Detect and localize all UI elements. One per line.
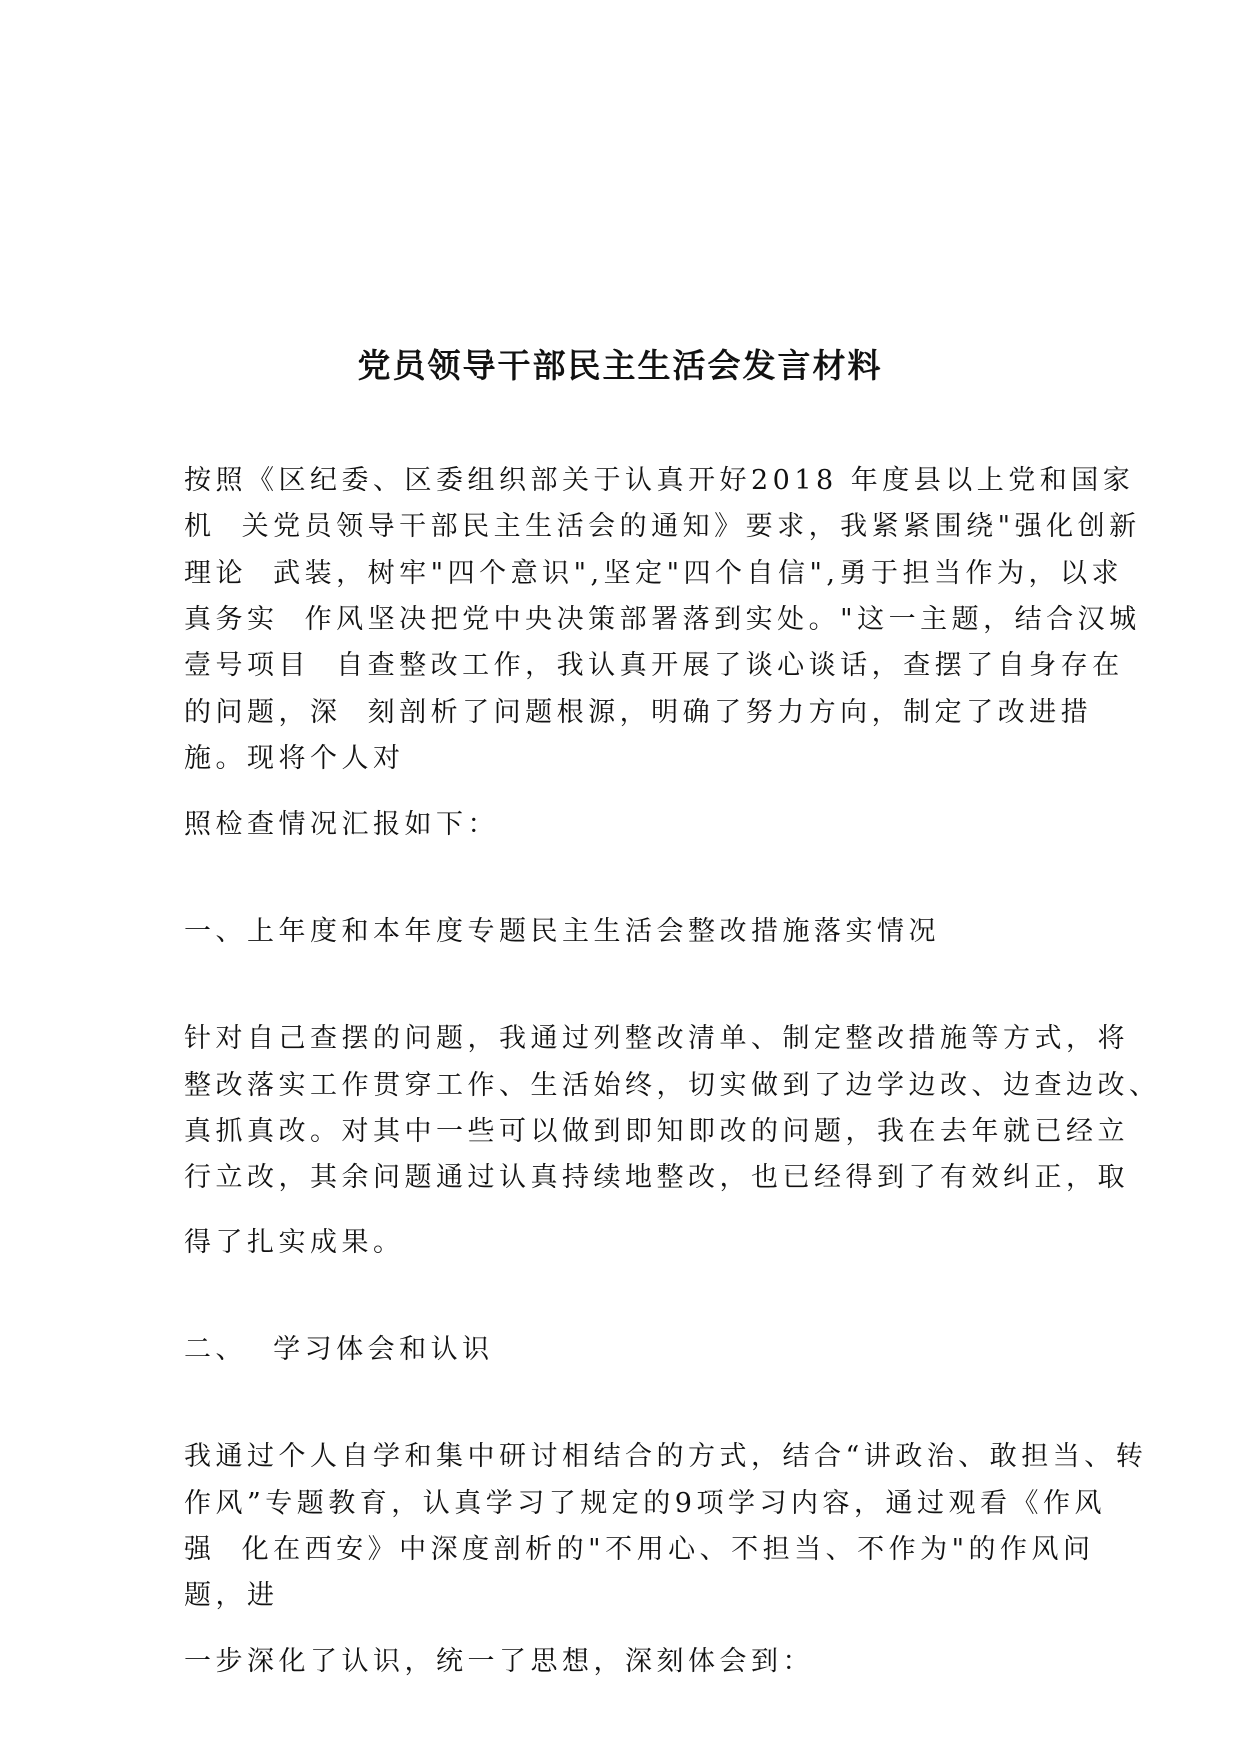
paragraph-2-line-4: 行立改，其余问题通过认真持续地整改，也已经得到了有效纠正，取: [184, 1162, 1129, 1193]
paragraph-2-line-2: 整改落实工作贯穿工作、生活始终，切实做到了边学边改、边查边改、: [184, 1070, 1161, 1101]
paragraph-2-tail: 得了扎实成果。: [184, 1227, 405, 1258]
paragraph-2-line-1: 针对自己查摆的问题，我通过列整改清单、制定整改措施等方式，将: [184, 1023, 1129, 1054]
paragraph-1-line-6: 的问题，深 刻剖析了问题根源，明确了努力方向，制定了改进措: [184, 697, 1093, 728]
paragraph-1-line-3: 理论 武装，树牢"四个意识",坚定"四个自信",勇于担当作为，以求: [184, 558, 1124, 589]
paragraph-3-tail: 一步深化了认识，统一了思想，深刻体会到：: [184, 1646, 814, 1677]
paragraph-1-tail: 照检查情况汇报如下：: [184, 809, 499, 840]
paragraph-3-line-4: 题，进: [184, 1580, 279, 1611]
section-2-heading: 二、 学习体会和认识: [184, 1334, 494, 1365]
document-title: 党员领导干部民主生活会发言材料: [357, 346, 883, 385]
paragraph-1-line-7: 施。现将个人对: [184, 743, 405, 774]
paragraph-1-line-2: 机 关党员领导干部民主生活会的通知》要求，我紧紧围绕"强化创新: [184, 511, 1141, 542]
paragraph-2-line-3: 真抓真改。对其中一些可以做到即知即改的问题，我在去年就已经立: [184, 1116, 1129, 1147]
paragraph-1-line-4: 真务实 作风坚决把党中央决策部署落到实处。"这一主题，结合汉城: [184, 604, 1141, 635]
paragraph-3-line-3: 强 化在西安》中深度剖析的"不用心、不担当、不作为"的作风问: [184, 1534, 1095, 1565]
paragraph-3-line-2: 作风”专题教育，认真学习了规定的9项学习内容，通过观看《作风: [184, 1488, 1106, 1519]
paragraph-3-line-1: 我通过个人自学和集中研讨相结合的方式，结合“讲政治、敢担当、转: [184, 1441, 1148, 1472]
paragraph-1-line-1: 按照《区纪委、区委组织部关于认真开好2018 年度县以上党和国家: [184, 465, 1135, 496]
section-1-heading: 一、上年度和本年度专题民主生活会整改措施落实情况: [184, 916, 940, 947]
paragraph-1-line-5: 壹号项目 自查整改工作，我认真开展了谈心谈话，查摆了自身存在: [184, 650, 1124, 681]
